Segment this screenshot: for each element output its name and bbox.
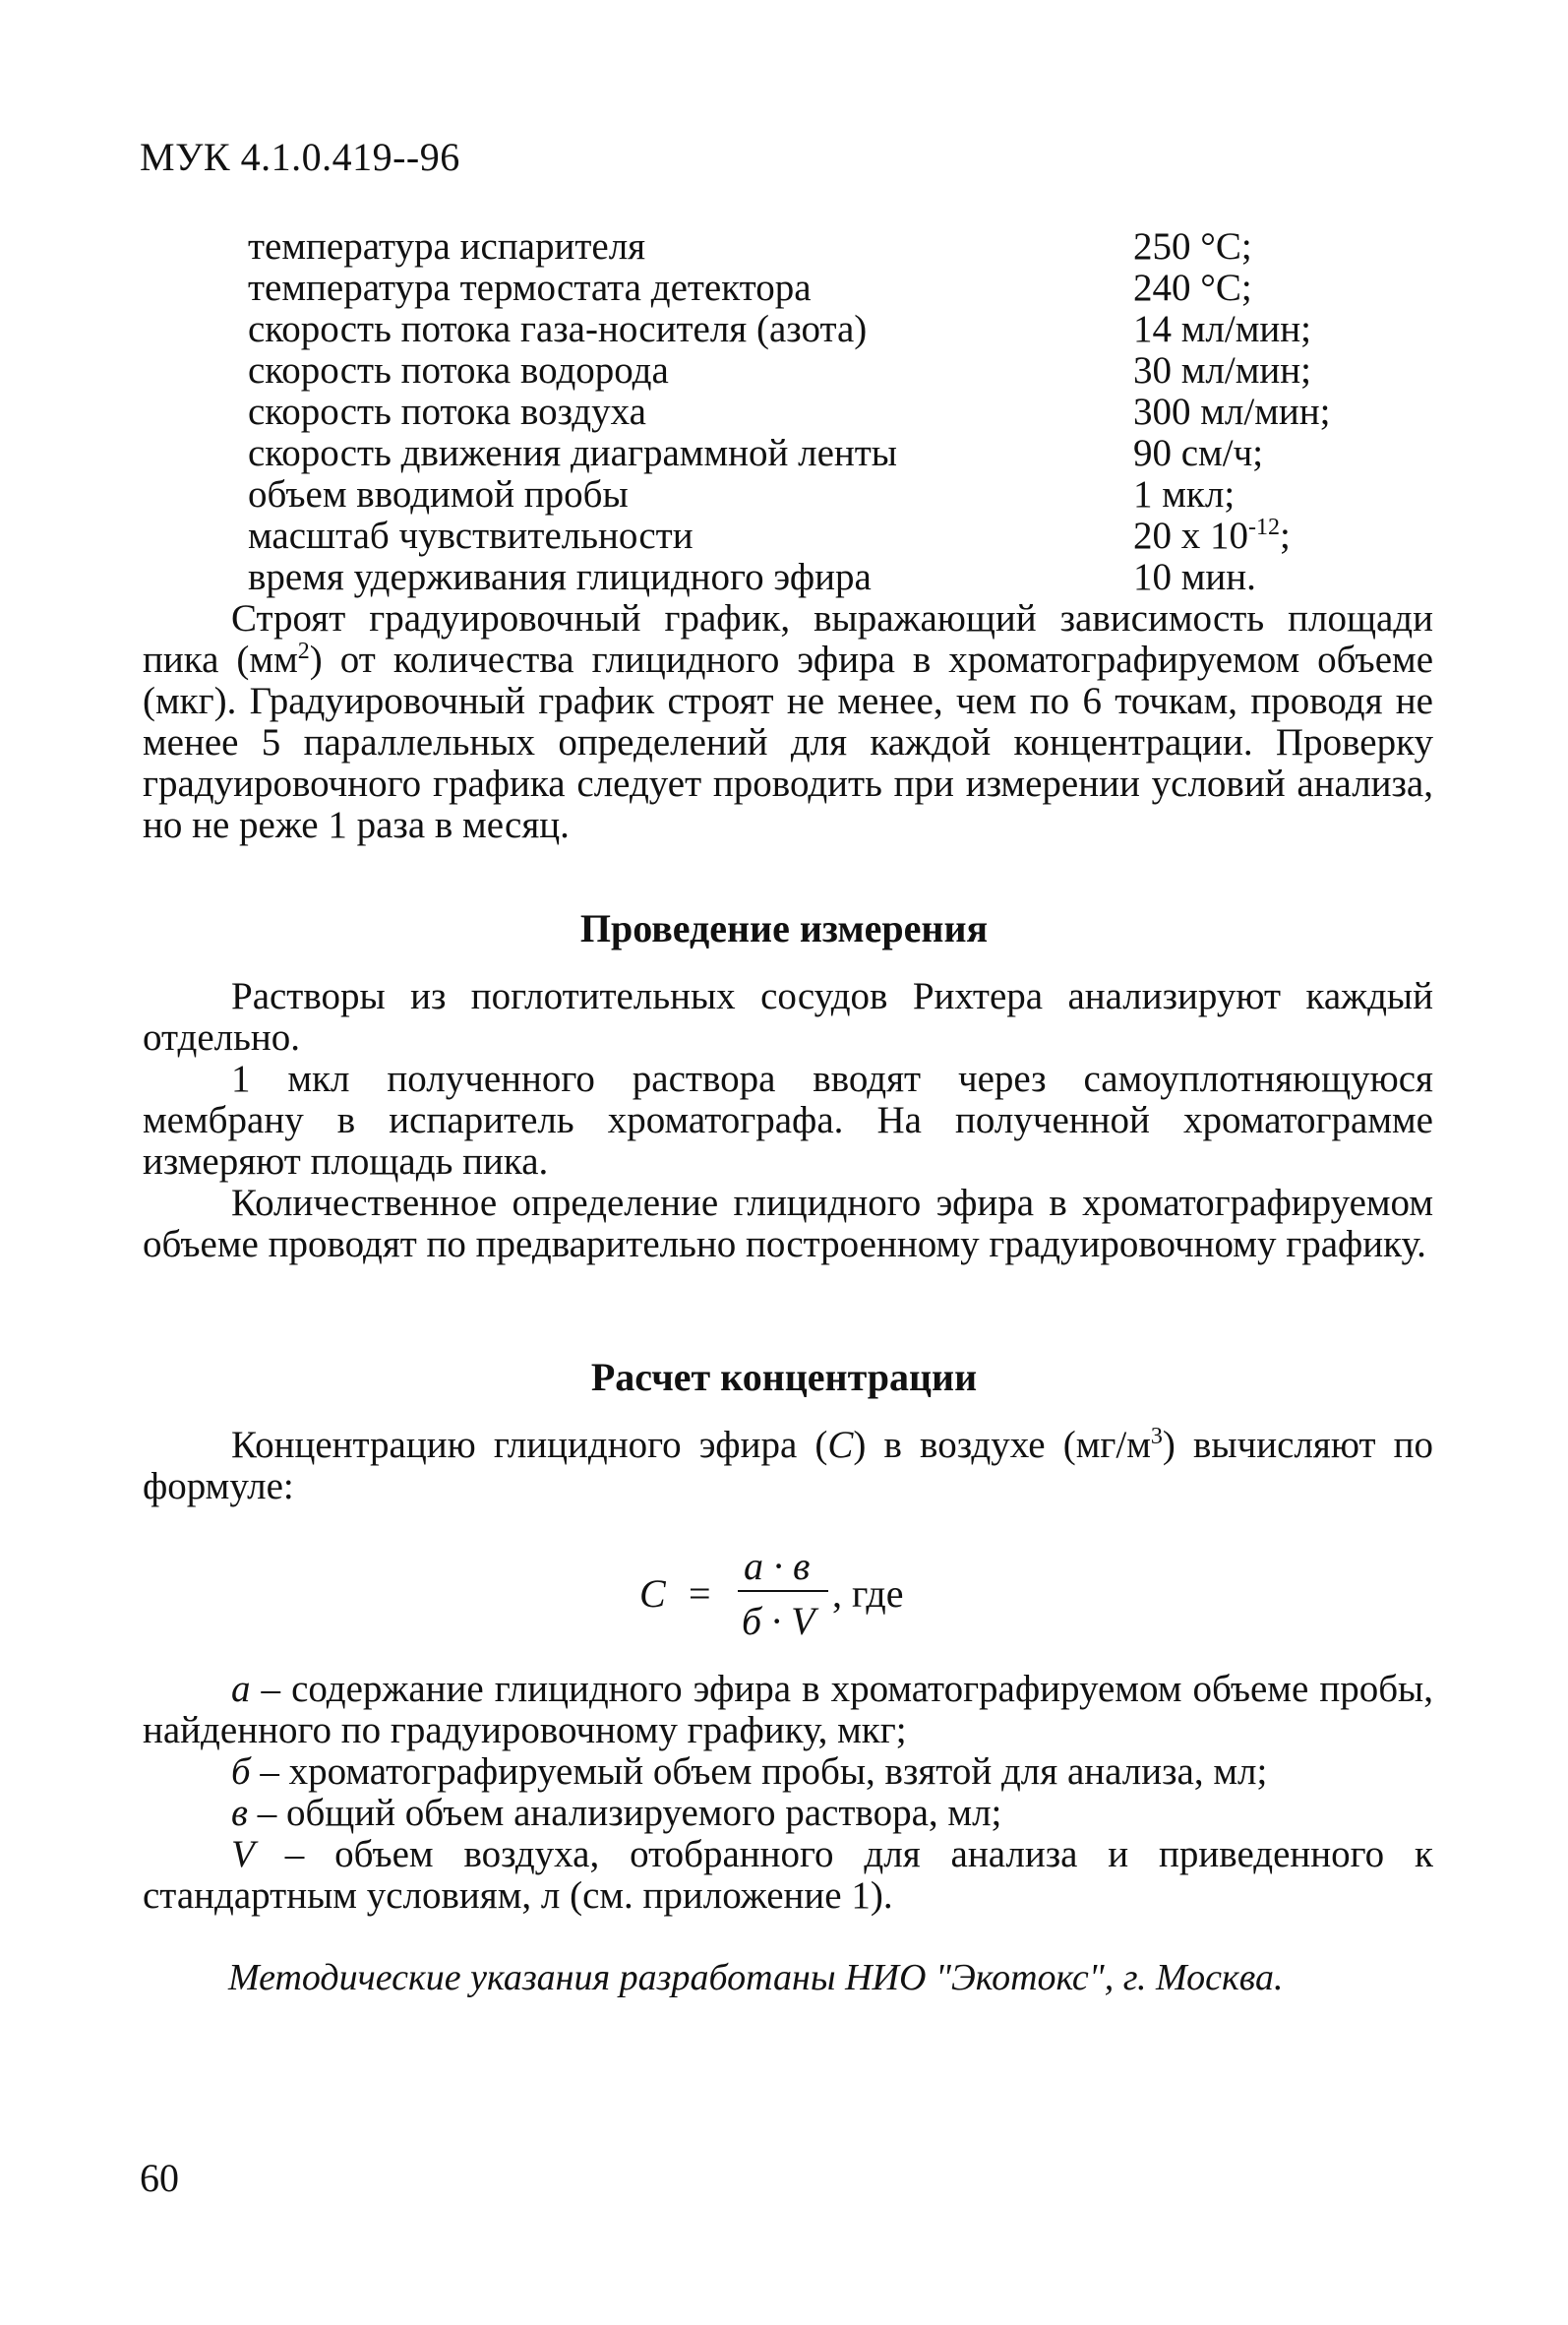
measurement-section (143, 976, 1433, 1265)
definition-variable: V (231, 1833, 255, 1875)
definition-variable: а (231, 1668, 251, 1710)
intro-text-part: ) вычисляют по формуле: (143, 1424, 1433, 1507)
formula-denominator: б · V (742, 1599, 815, 1643)
developer-note: Методические указания разработаны НИО "Экотокс", г. Москва. (228, 1957, 1284, 1998)
fraction-bar (738, 1590, 828, 1592)
superscript: 3 (1150, 1424, 1163, 1449)
calibration-section (143, 598, 1433, 846)
superscript: 2 (297, 639, 310, 664)
definition-item (143, 1669, 1433, 1751)
definition-variable: в (231, 1792, 248, 1834)
parameter-value: 250 °С; (1133, 225, 1252, 268)
parameter-label: объем вводимой пробы (248, 473, 629, 516)
parameter-value: 300 мл/мин; (1133, 391, 1331, 433)
parameter-value: 30 мл/мин; (1133, 349, 1311, 392)
parameter-row (248, 557, 1389, 598)
parameter-label: скорость потока водорода (248, 349, 669, 392)
measurement-paragraph: Количественное определение глицидного эфира в хроматографируемом объеме проводят по предварительно построенному градуировочному графику. (143, 1182, 1433, 1265)
calculation-intro (143, 1425, 1433, 1507)
measurement-paragraph: Растворы из поглотительных сосудов Рихтера анализируют каждый отдельно. (143, 975, 1433, 1059)
parameter-label: температура испарителя (248, 225, 646, 268)
parameter-value: 1 мкл; (1133, 473, 1236, 516)
parameter-value-base: 20 х 10 (1133, 515, 1248, 557)
formula-lhs: С (639, 1571, 666, 1616)
definition-item (143, 1834, 1433, 1917)
parameter-value: 90 см/ч; (1133, 432, 1264, 474)
intro-text-part: Концентрацию глицидного эфира ( (231, 1424, 828, 1466)
calibration-text-part: Строят градуировочный график, выражающий зависимость площади пика (мм (143, 597, 1433, 681)
formula-equals: = (689, 1571, 711, 1616)
parameter-row (248, 350, 1389, 392)
parameter-label: скорость движения диаграммной ленты (248, 432, 898, 474)
definition-text: – содержание глицидного эфира в хроматографируемом объеме пробы, найденного по градуировочному графику, мкг; (143, 1668, 1433, 1751)
parameter-value: 240 °С; (1133, 267, 1252, 309)
parameter-row (248, 392, 1389, 433)
measurement-paragraph: 1 мкл полученного раствора вводят через самоуплотняющуюся мембрану в испаритель хроматографа. На полученной хроматограмме измеряют площадь пика. (143, 1058, 1433, 1183)
definition-item (143, 1751, 1433, 1793)
calibration-text-part: ) от количества глицидного эфира в хроматографируемом объеме (мкг). Градуировочный график строят не менее, чем по 6 точкам, проводя не менее 5 параллельных определений для каждой концентрации. Проверку градуировочного графика следует проводить при измерении условий анализа, но не реже 1 раза в месяц. (143, 639, 1434, 846)
definition-text: – хроматографируемый объем пробы, взятой для анализа, мл; (250, 1750, 1268, 1793)
parameter-label: температура термостата детектора (248, 267, 812, 309)
parameter-value: 14 мл/мин; (1133, 308, 1311, 350)
formula-numerator: а · в (744, 1544, 811, 1588)
parameter-row (248, 309, 1389, 350)
parameter-label: скорость потока воздуха (248, 391, 646, 433)
calibration-paragraph (143, 598, 1433, 846)
section-title-measurement: Проведение измерения (579, 906, 989, 950)
section-title-calculation: Расчет концентрации (590, 1355, 978, 1399)
parameter-label: масштаб чувствительности (248, 515, 694, 557)
intro-text-part: ) в воздухе (мг/м (853, 1424, 1151, 1466)
parameter-label: время удерживания глицидного эфира (248, 556, 872, 598)
parameter-row (248, 226, 1389, 268)
variable-definitions (143, 1669, 1433, 1917)
parameter-row (248, 516, 1389, 557)
parameter-value-tail: ; (1280, 515, 1291, 557)
definition-item (143, 1793, 1433, 1834)
parameter-row (248, 474, 1389, 516)
definition-variable: б (231, 1750, 251, 1793)
concentration-formula (639, 1543, 954, 1651)
definition-text: – общий объем анализируемого раствора, мл; (247, 1792, 1002, 1834)
formula-suffix: , где (832, 1571, 904, 1616)
page-number: 60 (140, 2156, 179, 2200)
parameter-label: скорость потока газа-носителя (азота) (248, 308, 868, 350)
parameter-value: 10 мин. (1133, 556, 1256, 598)
definition-text: – объем воздуха, отобранного для анализа и приведенного к стандартным условиям, л (см. приложение 1). (143, 1833, 1433, 1917)
parameter-value-exponent: -12 (1248, 515, 1280, 540)
document-code: МУК 4.1.0.419--96 (140, 135, 460, 179)
parameters-list (248, 226, 1389, 598)
calculation-intro-paragraph (143, 1425, 1433, 1507)
formula-variable: С (827, 1424, 854, 1466)
parameter-row (248, 268, 1389, 309)
parameter-value (1133, 516, 1291, 557)
parameter-row (248, 433, 1389, 474)
